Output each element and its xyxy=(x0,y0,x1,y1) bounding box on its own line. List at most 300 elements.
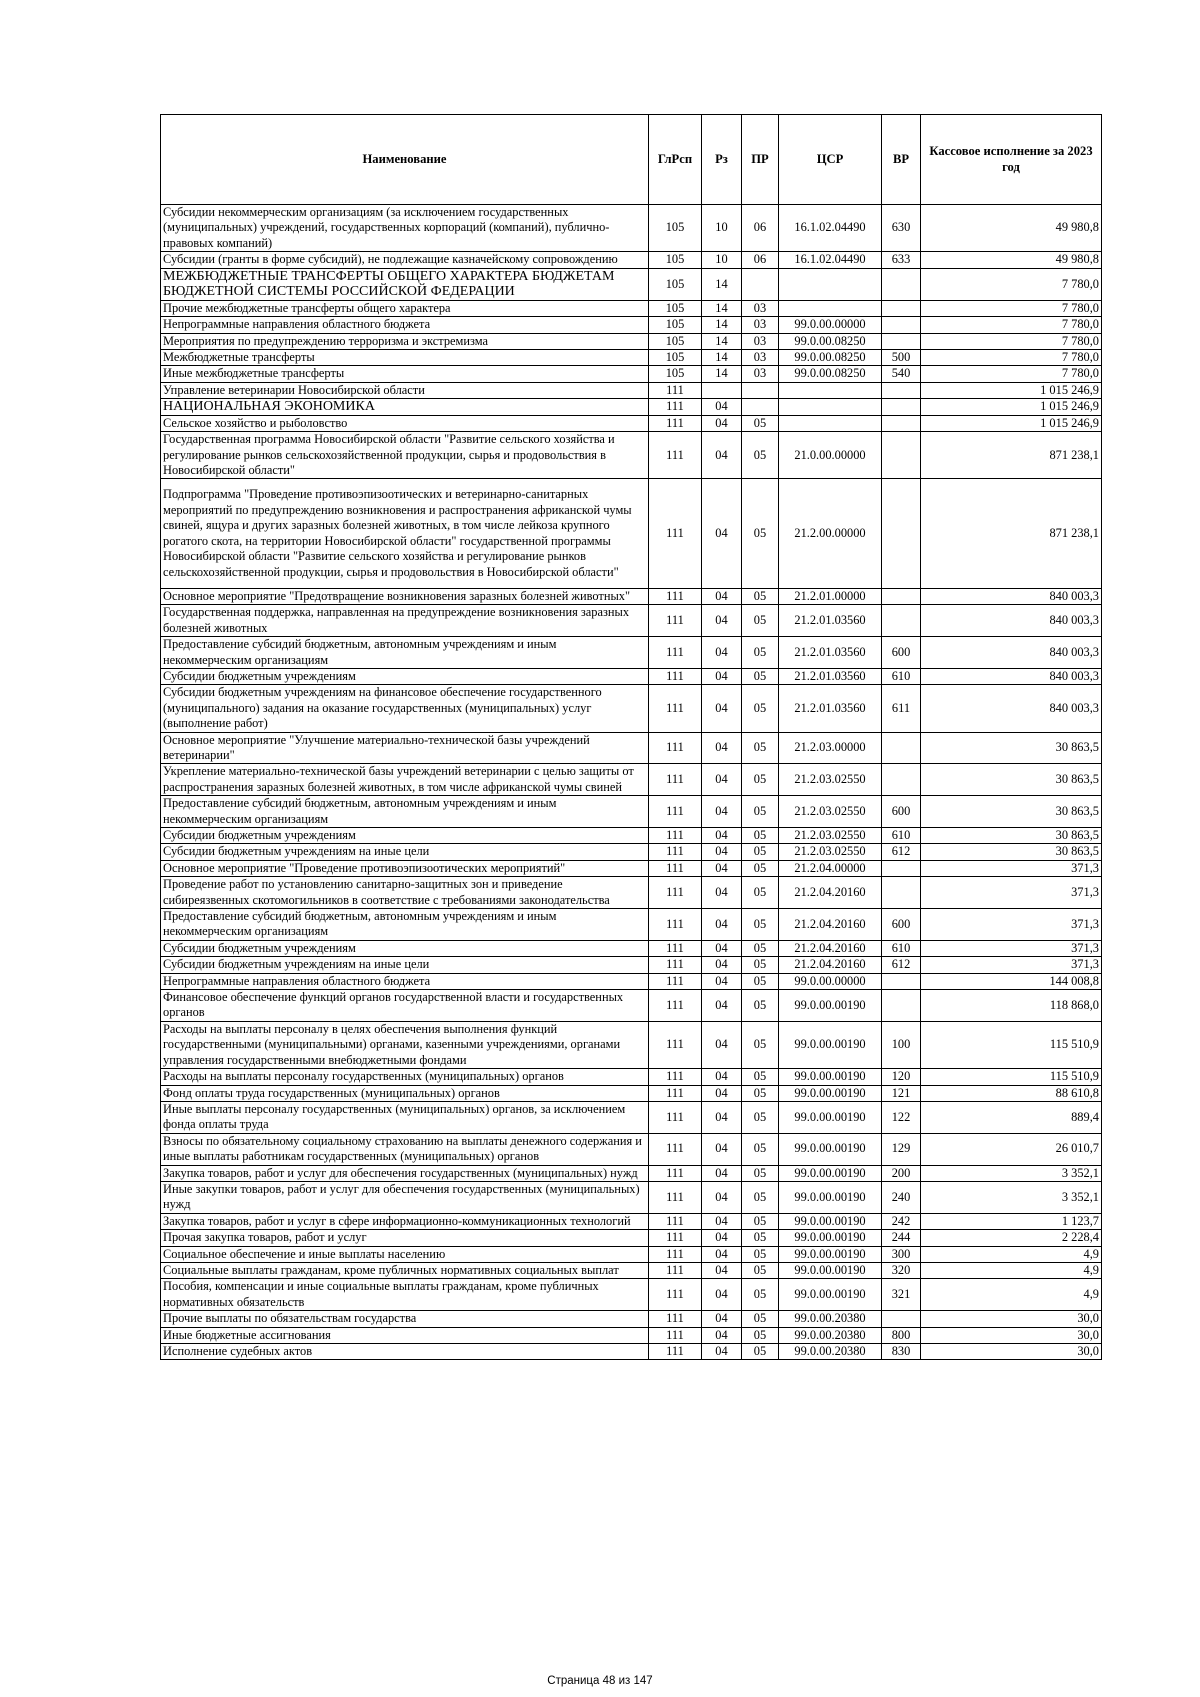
cell-rz: 04 xyxy=(702,637,742,669)
cell-pr: 03 xyxy=(742,350,779,366)
cell-vr: 100 xyxy=(882,1021,921,1068)
cell-name: Основное мероприятие "Улучшение материально-технической базы учреждений ветеринарии" xyxy=(161,732,649,764)
cell-csr: 21.2.01.03560 xyxy=(779,685,882,732)
cell-csr: 21.2.03.02550 xyxy=(779,796,882,828)
cell-amount: 840 003,3 xyxy=(921,685,1102,732)
cell-csr: 21.2.04.20160 xyxy=(779,909,882,941)
cell-vr xyxy=(882,588,921,604)
cell-pr: 05 xyxy=(742,1069,779,1085)
cell-pr: 05 xyxy=(742,605,779,637)
cell-amount: 840 003,3 xyxy=(921,668,1102,684)
cell-name: Расходы на выплаты персоналу в целях обеспечения выполнения функций государственными (муниципальными) органами, казенными учреждениями, органами управления государственными внебюджетными фондами xyxy=(161,1021,649,1068)
cell-glrsp: 105 xyxy=(649,252,702,268)
cell-vr: 120 xyxy=(882,1069,921,1085)
cell-amount: 7 780,0 xyxy=(921,300,1102,316)
cell-pr: 05 xyxy=(742,909,779,941)
cell-name: Прочие выплаты по обязательствам государства xyxy=(161,1311,649,1327)
cell-rz: 04 xyxy=(702,1344,742,1360)
cell-glrsp: 111 xyxy=(649,1133,702,1165)
cell-rz: 04 xyxy=(702,432,742,479)
cell-pr: 06 xyxy=(742,252,779,268)
header-name: Наименование xyxy=(161,115,649,205)
table-row xyxy=(161,1279,1102,1311)
cell-amount: 1 015 246,9 xyxy=(921,399,1102,416)
cell-pr: 05 xyxy=(742,844,779,860)
cell-vr: 320 xyxy=(882,1262,921,1278)
cell-amount: 49 980,8 xyxy=(921,252,1102,268)
cell-glrsp: 111 xyxy=(649,1279,702,1311)
cell-amount: 889,4 xyxy=(921,1101,1102,1133)
table-row xyxy=(161,399,1102,416)
cell-amount: 4,9 xyxy=(921,1279,1102,1311)
table-row xyxy=(161,317,1102,333)
table-row xyxy=(161,973,1102,989)
cell-csr: 16.1.02.04490 xyxy=(779,252,882,268)
cell-rz: 14 xyxy=(702,366,742,382)
table-row xyxy=(161,637,1102,669)
cell-amount: 1 123,7 xyxy=(921,1213,1102,1229)
cell-amount: 2 228,4 xyxy=(921,1230,1102,1246)
cell-vr: 800 xyxy=(882,1327,921,1343)
table-row xyxy=(161,333,1102,349)
table-row xyxy=(161,1101,1102,1133)
cell-csr: 21.2.04.20160 xyxy=(779,877,882,909)
cell-rz: 04 xyxy=(702,588,742,604)
cell-amount: 1 015 246,9 xyxy=(921,415,1102,431)
cell-amount: 30 863,5 xyxy=(921,732,1102,764)
table-row xyxy=(161,415,1102,431)
cell-pr: 05 xyxy=(742,1344,779,1360)
cell-pr: 05 xyxy=(742,588,779,604)
cell-glrsp: 111 xyxy=(649,973,702,989)
cell-glrsp: 111 xyxy=(649,860,702,876)
table-row xyxy=(161,685,1102,732)
cell-pr: 05 xyxy=(742,1327,779,1343)
cell-rz: 04 xyxy=(702,605,742,637)
cell-rz: 10 xyxy=(702,252,742,268)
cell-vr: 633 xyxy=(882,252,921,268)
cell-pr: 05 xyxy=(742,479,779,588)
cell-vr: 612 xyxy=(882,844,921,860)
cell-vr: 611 xyxy=(882,685,921,732)
table-row xyxy=(161,366,1102,382)
header-rz: Рз xyxy=(702,115,742,205)
cell-csr: 99.0.00.20380 xyxy=(779,1327,882,1343)
table-row xyxy=(161,764,1102,796)
cell-amount: 7 780,0 xyxy=(921,350,1102,366)
cell-glrsp: 111 xyxy=(649,588,702,604)
cell-amount: 4,9 xyxy=(921,1246,1102,1262)
cell-pr: 03 xyxy=(742,317,779,333)
cell-csr: 99.0.00.00190 xyxy=(779,1262,882,1278)
cell-vr: 610 xyxy=(882,828,921,844)
cell-amount: 1 015 246,9 xyxy=(921,382,1102,398)
cell-rz: 04 xyxy=(702,1165,742,1181)
cell-name: Субсидии некоммерческим организациям (за исключением государственных (муниципальных) учреждений, государственных корпораций (компаний), публично-правовых компаний) xyxy=(161,205,649,252)
cell-amount: 144 008,8 xyxy=(921,973,1102,989)
cell-rz: 04 xyxy=(702,415,742,431)
cell-pr: 05 xyxy=(742,990,779,1022)
table-row xyxy=(161,990,1102,1022)
cell-name: Проведение работ по установлению санитарно-защитных зон и приведение сибиреязвенных скотомогильников в соответствие с требованиями законодательства xyxy=(161,877,649,909)
cell-csr: 99.0.00.00190 xyxy=(779,1133,882,1165)
cell-pr: 03 xyxy=(742,300,779,316)
cell-vr xyxy=(882,432,921,479)
cell-rz: 10 xyxy=(702,205,742,252)
cell-rz: 04 xyxy=(702,1101,742,1133)
cell-name: Межбюджетные трансферты xyxy=(161,350,649,366)
cell-name: Основное мероприятие "Проведение противоэпизоотических мероприятий" xyxy=(161,860,649,876)
table-row xyxy=(161,268,1102,300)
cell-csr: 99.0.00.00190 xyxy=(779,1213,882,1229)
cell-pr: 05 xyxy=(742,685,779,732)
cell-csr: 99.0.00.08250 xyxy=(779,350,882,366)
cell-vr xyxy=(882,877,921,909)
cell-csr: 99.0.00.00190 xyxy=(779,1279,882,1311)
cell-amount: 871 238,1 xyxy=(921,432,1102,479)
cell-name: Предоставление субсидий бюджетным, автономным учреждениям и иным некоммерческим организациям xyxy=(161,637,649,669)
cell-glrsp: 111 xyxy=(649,1327,702,1343)
cell-amount: 26 010,7 xyxy=(921,1133,1102,1165)
cell-name: Управление ветеринарии Новосибирской области xyxy=(161,382,649,398)
cell-csr xyxy=(779,300,882,316)
table-row xyxy=(161,382,1102,398)
cell-pr: 05 xyxy=(742,796,779,828)
cell-glrsp: 111 xyxy=(649,1165,702,1181)
cell-rz: 04 xyxy=(702,909,742,941)
cell-rz: 04 xyxy=(702,1085,742,1101)
cell-rz: 14 xyxy=(702,317,742,333)
cell-pr: 06 xyxy=(742,205,779,252)
table-row xyxy=(161,300,1102,316)
cell-glrsp: 105 xyxy=(649,205,702,252)
cell-pr: 05 xyxy=(742,828,779,844)
cell-vr: 129 xyxy=(882,1133,921,1165)
cell-rz: 04 xyxy=(702,685,742,732)
cell-name: Предоставление субсидий бюджетным, автономным учреждениям и иным некоммерческим организациям xyxy=(161,909,649,941)
cell-glrsp: 111 xyxy=(649,1246,702,1262)
cell-rz xyxy=(702,382,742,398)
cell-name: Непрограммные направления областного бюджета xyxy=(161,317,649,333)
cell-vr: 600 xyxy=(882,909,921,941)
cell-pr: 05 xyxy=(742,1165,779,1181)
table-row xyxy=(161,844,1102,860)
cell-vr: 300 xyxy=(882,1246,921,1262)
cell-rz: 04 xyxy=(702,940,742,956)
table-row xyxy=(161,1069,1102,1085)
cell-amount: 4,9 xyxy=(921,1262,1102,1278)
cell-rz: 04 xyxy=(702,399,742,416)
cell-vr: 600 xyxy=(882,637,921,669)
cell-pr: 05 xyxy=(742,1213,779,1229)
cell-name: Основное мероприятие "Предотвращение возникновения заразных болезней животных" xyxy=(161,588,649,604)
cell-vr xyxy=(882,399,921,416)
cell-pr: 05 xyxy=(742,1021,779,1068)
cell-name: Иные выплаты персоналу государственных (муниципальных) органов, за исключением фонда оплаты труда xyxy=(161,1101,649,1133)
cell-csr: 21.2.01.03560 xyxy=(779,637,882,669)
cell-name: Субсидии бюджетным учреждениям xyxy=(161,828,649,844)
table-row xyxy=(161,1165,1102,1181)
table-row xyxy=(161,479,1102,588)
cell-vr: 244 xyxy=(882,1230,921,1246)
cell-name: Субсидии бюджетным учреждениям xyxy=(161,668,649,684)
cell-vr: 610 xyxy=(882,668,921,684)
header-csr: ЦСР xyxy=(779,115,882,205)
cell-csr: 99.0.00.20380 xyxy=(779,1311,882,1327)
cell-rz: 04 xyxy=(702,1230,742,1246)
header-pr: ПР xyxy=(742,115,779,205)
cell-pr: 05 xyxy=(742,637,779,669)
cell-rz: 04 xyxy=(702,990,742,1022)
table-row xyxy=(161,1344,1102,1360)
cell-glrsp: 111 xyxy=(649,1262,702,1278)
table-row xyxy=(161,732,1102,764)
page-number: Страница 48 из 147 xyxy=(547,1675,653,1687)
cell-pr: 05 xyxy=(742,1101,779,1133)
cell-rz: 04 xyxy=(702,1246,742,1262)
cell-vr: 610 xyxy=(882,940,921,956)
cell-name: НАЦИОНАЛЬНАЯ ЭКОНОМИКА xyxy=(161,399,649,416)
cell-csr: 99.0.00.00190 xyxy=(779,1165,882,1181)
table-row xyxy=(161,877,1102,909)
cell-pr: 05 xyxy=(742,1311,779,1327)
cell-vr xyxy=(882,973,921,989)
cell-glrsp: 105 xyxy=(649,300,702,316)
cell-vr: 200 xyxy=(882,1165,921,1181)
cell-amount: 30,0 xyxy=(921,1311,1102,1327)
cell-csr xyxy=(779,268,882,300)
cell-amount: 371,3 xyxy=(921,957,1102,973)
cell-csr: 99.0.00.00190 xyxy=(779,1069,882,1085)
cell-amount: 88 610,8 xyxy=(921,1085,1102,1101)
table-row xyxy=(161,957,1102,973)
table-row xyxy=(161,432,1102,479)
cell-csr: 99.0.00.00190 xyxy=(779,990,882,1022)
cell-vr xyxy=(882,605,921,637)
cell-csr xyxy=(779,415,882,431)
cell-rz: 04 xyxy=(702,764,742,796)
cell-rz: 04 xyxy=(702,1181,742,1213)
cell-glrsp: 111 xyxy=(649,1311,702,1327)
budget-execution-table xyxy=(160,114,1102,1360)
table-row xyxy=(161,1213,1102,1229)
table-row xyxy=(161,1181,1102,1213)
cell-glrsp: 111 xyxy=(649,877,702,909)
cell-name: Субсидии бюджетным учреждениям на финансовое обеспечение государственного (муниципального) задания на оказание государственных (муниципальных) услуг (выполнение работ) xyxy=(161,685,649,732)
cell-vr xyxy=(882,382,921,398)
cell-pr xyxy=(742,382,779,398)
cell-vr: 321 xyxy=(882,1279,921,1311)
table-body xyxy=(161,205,1102,1360)
cell-vr: 242 xyxy=(882,1213,921,1229)
cell-vr: 240 xyxy=(882,1181,921,1213)
table-row xyxy=(161,796,1102,828)
table-row xyxy=(161,1246,1102,1262)
cell-amount: 118 868,0 xyxy=(921,990,1102,1022)
cell-rz: 04 xyxy=(702,1213,742,1229)
cell-amount: 371,3 xyxy=(921,940,1102,956)
table-row xyxy=(161,668,1102,684)
cell-name: Субсидии бюджетным учреждениям на иные цели xyxy=(161,844,649,860)
cell-amount: 7 780,0 xyxy=(921,333,1102,349)
cell-rz: 04 xyxy=(702,1133,742,1165)
cell-amount: 30 863,5 xyxy=(921,828,1102,844)
cell-name: Иные бюджетные ассигнования xyxy=(161,1327,649,1343)
cell-csr: 21.2.00.00000 xyxy=(779,479,882,588)
cell-pr xyxy=(742,399,779,416)
cell-vr: 630 xyxy=(882,205,921,252)
cell-vr xyxy=(882,764,921,796)
cell-csr: 21.2.01.00000 xyxy=(779,588,882,604)
cell-pr: 03 xyxy=(742,333,779,349)
cell-amount: 840 003,3 xyxy=(921,637,1102,669)
table-row xyxy=(161,940,1102,956)
cell-rz: 04 xyxy=(702,732,742,764)
cell-amount: 3 352,1 xyxy=(921,1181,1102,1213)
cell-amount: 371,3 xyxy=(921,877,1102,909)
cell-rz: 04 xyxy=(702,844,742,860)
table-row xyxy=(161,1085,1102,1101)
table-row xyxy=(161,1262,1102,1278)
cell-glrsp: 111 xyxy=(649,432,702,479)
cell-csr: 21.2.04.20160 xyxy=(779,940,882,956)
cell-glrsp: 105 xyxy=(649,268,702,300)
cell-vr xyxy=(882,860,921,876)
header-amount: Кассовое исполнение за 2023 год xyxy=(921,115,1102,205)
header-row xyxy=(161,115,1102,205)
cell-csr: 21.2.03.02550 xyxy=(779,828,882,844)
cell-vr: 122 xyxy=(882,1101,921,1133)
cell-glrsp: 105 xyxy=(649,333,702,349)
cell-glrsp: 105 xyxy=(649,350,702,366)
cell-csr: 21.2.01.03560 xyxy=(779,605,882,637)
cell-glrsp: 111 xyxy=(649,479,702,588)
cell-vr xyxy=(882,317,921,333)
cell-glrsp: 111 xyxy=(649,1069,702,1085)
cell-pr xyxy=(742,268,779,300)
table-row xyxy=(161,350,1102,366)
cell-glrsp: 111 xyxy=(649,909,702,941)
cell-csr: 99.0.00.00190 xyxy=(779,1021,882,1068)
cell-glrsp: 111 xyxy=(649,605,702,637)
cell-glrsp: 111 xyxy=(649,1085,702,1101)
cell-csr: 99.0.00.00190 xyxy=(779,1230,882,1246)
cell-vr: 612 xyxy=(882,957,921,973)
cell-rz: 04 xyxy=(702,1021,742,1068)
cell-name: Иные закупки товаров, работ и услуг для обеспечения государственных (муниципальных) нужд xyxy=(161,1181,649,1213)
cell-pr: 03 xyxy=(742,366,779,382)
cell-csr: 99.0.00.20380 xyxy=(779,1344,882,1360)
cell-vr: 121 xyxy=(882,1085,921,1101)
cell-name: МЕЖБЮДЖЕТНЫЕ ТРАНСФЕРТЫ ОБЩЕГО ХАРАКТЕРА БЮДЖЕТАМ БЮДЖЕТНОЙ СИСТЕМЫ РОССИЙСКОЙ ФЕДЕРАЦИИ xyxy=(161,268,649,300)
table-row xyxy=(161,205,1102,252)
cell-pr: 05 xyxy=(742,957,779,973)
cell-amount: 7 780,0 xyxy=(921,366,1102,382)
cell-csr: 21.2.01.03560 xyxy=(779,668,882,684)
cell-rz: 04 xyxy=(702,1262,742,1278)
cell-pr: 05 xyxy=(742,415,779,431)
cell-name: Расходы на выплаты персоналу государственных (муниципальных) органов xyxy=(161,1069,649,1085)
cell-csr: 99.0.00.08250 xyxy=(779,333,882,349)
cell-vr xyxy=(882,268,921,300)
cell-csr: 99.0.00.00190 xyxy=(779,1085,882,1101)
cell-csr: 21.2.03.02550 xyxy=(779,844,882,860)
cell-vr: 830 xyxy=(882,1344,921,1360)
cell-rz: 14 xyxy=(702,333,742,349)
cell-amount: 30,0 xyxy=(921,1344,1102,1360)
cell-name: Исполнение судебных актов xyxy=(161,1344,649,1360)
cell-pr: 05 xyxy=(742,1262,779,1278)
cell-csr: 21.0.00.00000 xyxy=(779,432,882,479)
cell-name: Закупка товаров, работ и услуг для обеспечения государственных (муниципальных) нужд xyxy=(161,1165,649,1181)
cell-rz: 04 xyxy=(702,796,742,828)
cell-amount: 7 780,0 xyxy=(921,317,1102,333)
cell-glrsp: 105 xyxy=(649,317,702,333)
cell-glrsp: 111 xyxy=(649,1230,702,1246)
cell-name: Субсидии бюджетным учреждениям на иные цели xyxy=(161,957,649,973)
table-row xyxy=(161,605,1102,637)
cell-csr: 99.0.00.00000 xyxy=(779,317,882,333)
cell-rz: 04 xyxy=(702,1279,742,1311)
cell-csr: 99.0.00.00000 xyxy=(779,973,882,989)
cell-rz: 04 xyxy=(702,860,742,876)
table-row xyxy=(161,828,1102,844)
cell-amount: 3 352,1 xyxy=(921,1165,1102,1181)
cell-rz: 14 xyxy=(702,268,742,300)
table-row xyxy=(161,252,1102,268)
cell-amount: 115 510,9 xyxy=(921,1021,1102,1068)
cell-amount: 49 980,8 xyxy=(921,205,1102,252)
cell-pr: 05 xyxy=(742,1230,779,1246)
cell-name: Субсидии бюджетным учреждениям xyxy=(161,940,649,956)
table-row xyxy=(161,1311,1102,1327)
cell-amount: 840 003,3 xyxy=(921,588,1102,604)
cell-amount: 7 780,0 xyxy=(921,268,1102,300)
cell-glrsp: 111 xyxy=(649,1021,702,1068)
cell-glrsp: 111 xyxy=(649,844,702,860)
cell-name: Фонд оплаты труда государственных (муниципальных) органов xyxy=(161,1085,649,1101)
table-header xyxy=(161,115,1102,205)
cell-glrsp: 111 xyxy=(649,796,702,828)
cell-amount: 30 863,5 xyxy=(921,844,1102,860)
table-row xyxy=(161,1230,1102,1246)
cell-name: Иные межбюджетные трансферты xyxy=(161,366,649,382)
cell-vr xyxy=(882,479,921,588)
cell-name: Социальные выплаты гражданам, кроме публичных нормативных социальных выплат xyxy=(161,1262,649,1278)
cell-name: Мероприятия по предупреждению терроризма и экстремизма xyxy=(161,333,649,349)
cell-rz: 04 xyxy=(702,1311,742,1327)
cell-csr: 21.2.03.00000 xyxy=(779,732,882,764)
table-row xyxy=(161,860,1102,876)
cell-name: Государственная поддержка, направленная на предупреждение возникновения заразных болезней животных xyxy=(161,605,649,637)
cell-glrsp: 111 xyxy=(649,668,702,684)
cell-name: Государственная программа Новосибирской области "Развитие сельского хозяйства и регулирование рынков сельскохозяйственной продукции, сырья и продовольствия в Новосибирской области" xyxy=(161,432,649,479)
table-row xyxy=(161,1327,1102,1343)
cell-pr: 05 xyxy=(742,432,779,479)
cell-amount: 30 863,5 xyxy=(921,764,1102,796)
cell-vr xyxy=(882,1311,921,1327)
cell-vr xyxy=(882,990,921,1022)
table-row xyxy=(161,588,1102,604)
cell-name: Закупка товаров, работ и услуг в сфере информационно-коммуникационных технологий xyxy=(161,1213,649,1229)
cell-amount: 871 238,1 xyxy=(921,479,1102,588)
cell-name: Непрограммные направления областного бюджета xyxy=(161,973,649,989)
cell-amount: 115 510,9 xyxy=(921,1069,1102,1085)
cell-glrsp: 111 xyxy=(649,957,702,973)
cell-name: Взносы по обязательному социальному страхованию на выплаты денежного содержания и иные выплаты работникам государственных (муниципальных) органов xyxy=(161,1133,649,1165)
cell-csr: 99.0.00.00190 xyxy=(779,1101,882,1133)
table-row xyxy=(161,909,1102,941)
